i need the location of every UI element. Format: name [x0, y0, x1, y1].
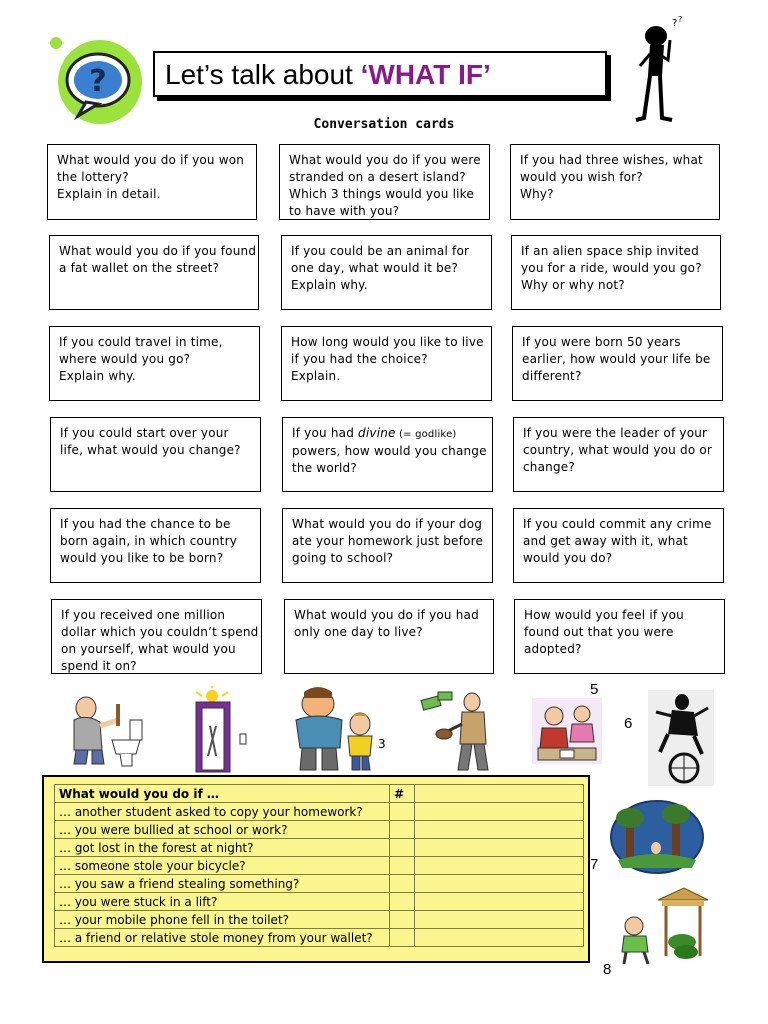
bully-clipart-icon — [288, 686, 386, 774]
card-line: If you had three wishes, what — [520, 153, 703, 167]
table-row — [55, 911, 584, 929]
extra-cell — [415, 857, 584, 875]
card-line: would you wish for? — [520, 170, 643, 184]
lift-door-clipart-icon — [190, 686, 256, 774]
card-line: one day, what would it be? — [291, 261, 459, 275]
boy-watermelon-clipart-icon — [618, 886, 710, 966]
card-line: if you had the choice? — [291, 352, 428, 366]
card-text: If you had — [292, 426, 359, 440]
table-row — [55, 839, 584, 857]
card-line: Explain why. — [291, 278, 368, 292]
number-cell[interactable] — [390, 929, 415, 947]
card-line: If you had the chance to be — [60, 517, 231, 531]
header-question: What would you do if … — [55, 785, 390, 803]
extra-cell — [415, 821, 584, 839]
card-line: adopted? — [524, 642, 582, 656]
conversation-card — [512, 326, 723, 401]
picture-number-5: 5 — [590, 681, 599, 698]
card-line: and get away with it, what — [523, 534, 688, 548]
conversation-card — [282, 508, 493, 583]
card-line: where would you go? — [59, 352, 191, 366]
students-copying-clipart-icon — [530, 696, 604, 766]
extra-cell — [415, 893, 584, 911]
card-line: going to school? — [292, 551, 394, 565]
question-cell: … you saw a friend stealing something? — [55, 875, 390, 893]
table-row — [55, 857, 584, 875]
question-table — [54, 784, 584, 947]
card-line — [292, 425, 483, 443]
card-line: only one day to live? — [294, 625, 423, 639]
conversation-card — [50, 508, 261, 583]
conversation-card — [284, 599, 494, 674]
card-line: How long would you like to live — [291, 335, 484, 349]
conversation-card — [513, 508, 724, 583]
picture-number-8: 8 — [603, 961, 612, 978]
picture-number-3: 3 — [378, 737, 386, 751]
conversation-card — [281, 326, 492, 401]
card-line: change? — [523, 460, 575, 474]
svg-text:?: ? — [89, 64, 107, 99]
number-cell[interactable] — [390, 821, 415, 839]
title-prefix: Let’s talk about — [165, 59, 361, 90]
card-line: you for a ride, would you go? — [521, 261, 702, 275]
subtitle: Conversation cards — [313, 117, 455, 132]
card-line: What would you do if you found — [59, 244, 257, 258]
card-line: born again, in which country — [60, 534, 238, 548]
card-line: on yourself, what would you — [61, 642, 236, 656]
card-line: spend it on? — [61, 659, 137, 673]
card-line: Explain why. — [59, 369, 136, 383]
question-cell: … you were stuck in a lift? — [55, 893, 390, 911]
number-cell[interactable] — [390, 857, 415, 875]
conversation-card — [50, 417, 261, 492]
card-line: What would you do if your dog — [292, 517, 483, 531]
conversation-card — [49, 326, 260, 401]
card-line: What would you do if you won — [57, 153, 245, 167]
conversation-card — [511, 235, 721, 310]
card-line: Why? — [520, 187, 554, 201]
card-line: found out that you were — [524, 625, 674, 639]
thinking-figure-icon — [628, 14, 688, 124]
table-row — [55, 929, 584, 947]
card-note: (= godlike) — [395, 429, 457, 440]
card-line: earlier, how would your life be — [522, 352, 711, 366]
card-line: powers, how would you change — [292, 444, 487, 458]
question-cell: … another student asked to copy your homework? — [55, 803, 390, 821]
conversation-card — [281, 235, 492, 310]
card-line: life, what would you change? — [60, 443, 241, 457]
card-line: different? — [522, 369, 582, 383]
card-line: the world? — [292, 461, 357, 475]
table-row — [55, 821, 584, 839]
number-cell[interactable] — [390, 875, 415, 893]
card-line: If you were the leader of your — [523, 426, 708, 440]
svg-text:?: ? — [678, 15, 683, 24]
table-row — [55, 893, 584, 911]
conversation-card — [49, 235, 259, 310]
header-number: # — [390, 785, 415, 803]
card-line: Which 3 things would you like — [289, 187, 474, 201]
conversation-card — [282, 417, 493, 492]
title-highlight: ‘WHAT IF’ — [360, 59, 491, 90]
question-cell: … got lost in the forest at night? — [55, 839, 390, 857]
card-line: would you like to be born? — [60, 551, 224, 565]
conversation-card — [47, 144, 257, 220]
card-line: the lottery? — [57, 170, 129, 184]
picture-number-6: 6 — [624, 715, 633, 732]
conversation-card — [514, 599, 725, 674]
conversation-card — [513, 417, 724, 492]
number-cell[interactable] — [390, 803, 415, 821]
card-line: stranded on a desert island? — [289, 170, 466, 184]
card-line: How would you feel if you — [524, 608, 684, 622]
card-line: country, what would you do or — [523, 443, 713, 457]
card-line: If you could be an animal for — [291, 244, 470, 258]
stealing-money-clipart-icon — [416, 688, 500, 774]
bicycle-thief-clipart-icon — [648, 690, 714, 786]
card-line: to have with you? — [289, 204, 400, 218]
conversation-card — [510, 144, 720, 220]
question-cell: … someone stole your bicycle? — [55, 857, 390, 875]
card-line: Explain in detail. — [57, 187, 161, 201]
page-title — [153, 51, 607, 97]
what-would-you-do-table — [42, 775, 590, 963]
svg-text:?: ? — [672, 18, 678, 29]
card-line: If you could commit any crime — [523, 517, 712, 531]
card-italic-word: divine — [358, 426, 396, 440]
card-line: Why or why not? — [521, 278, 625, 292]
number-cell[interactable] — [390, 893, 415, 911]
card-line: If you could travel in time, — [59, 335, 223, 349]
question-cell: … you were bullied at school or work? — [55, 821, 390, 839]
conversation-card — [279, 144, 490, 220]
card-line: Explain. — [291, 369, 341, 383]
card-line: If you were born 50 years — [522, 335, 681, 349]
card-line: dollar which you couldn’t spend — [61, 625, 259, 639]
card-line: ate your homework just before — [292, 534, 484, 548]
man-toilet-clipart-icon — [66, 690, 146, 770]
extra-cell — [415, 803, 584, 821]
number-cell[interactable] — [390, 839, 415, 857]
card-line: a fat wallet on the street? — [59, 261, 220, 275]
question-cell: … your mobile phone fell in the toilet? — [55, 911, 390, 929]
card-line: If you received one million — [61, 608, 226, 622]
table-header-row — [55, 785, 584, 803]
card-line: would you do? — [523, 551, 613, 565]
forest-night-clipart-icon — [608, 798, 706, 876]
card-line: What would you do if you were — [289, 153, 481, 167]
question-bubble-logo-icon — [48, 36, 143, 126]
card-line: If an alien space ship invited — [521, 244, 699, 258]
extra-cell — [415, 875, 584, 893]
question-cell: … a friend or relative stole money from your wallet? — [55, 929, 390, 947]
number-cell[interactable] — [390, 911, 415, 929]
card-line: If you could start over your — [60, 426, 229, 440]
extra-cell — [415, 911, 584, 929]
picture-number-7: 7 — [590, 856, 599, 873]
table-row — [55, 803, 584, 821]
extra-cell — [415, 839, 584, 857]
header-empty — [415, 785, 584, 803]
extra-cell — [415, 929, 584, 947]
card-line: What would you do if you had — [294, 608, 479, 622]
conversation-card — [51, 599, 262, 674]
table-row — [55, 875, 584, 893]
